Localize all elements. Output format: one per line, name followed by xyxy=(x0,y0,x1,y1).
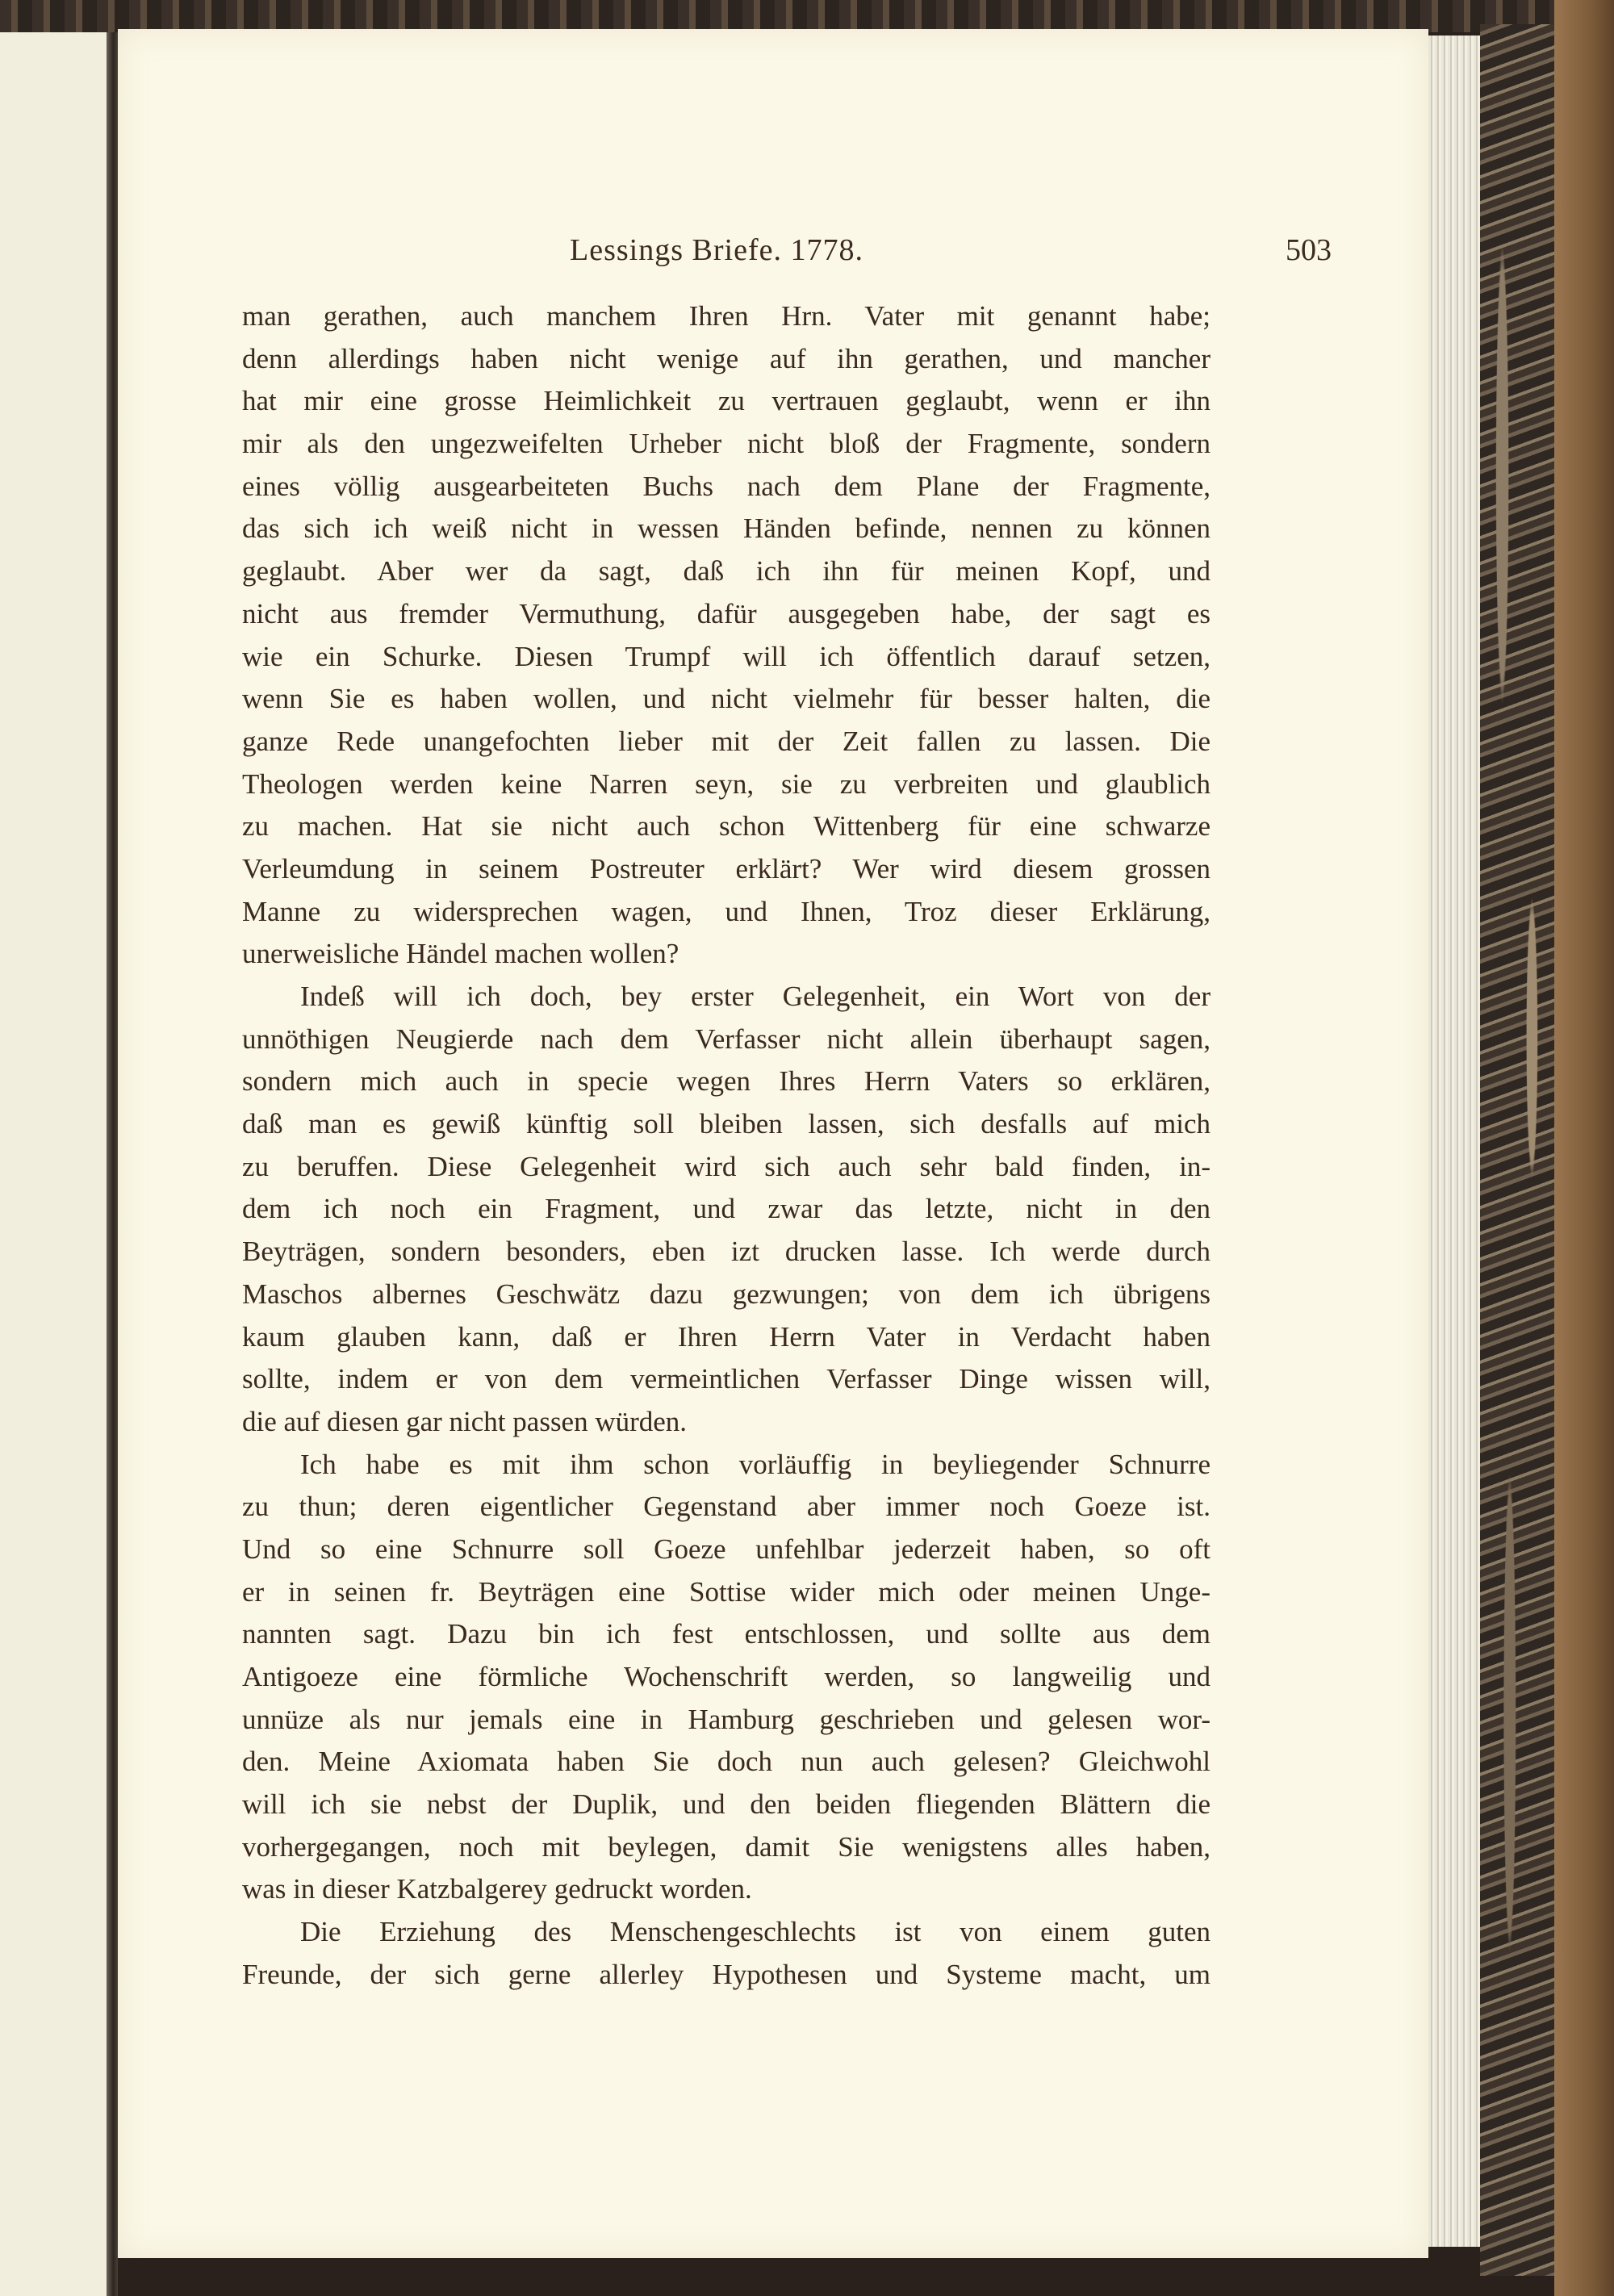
text-line: zu thun; deren eigentlicher Gegenstand aber immer noch Goeze ist. xyxy=(242,1491,1210,1523)
paragraph xyxy=(242,976,1210,1444)
book-cover xyxy=(1554,0,1614,2296)
text-line: unnöthigen Neugierde nach dem Verfasser nicht allein überhaupt sagen, xyxy=(242,1023,1210,1055)
paragraph xyxy=(242,1444,1210,1912)
text-line: zu beruffen. Diese Gelegenheit wird sich auch sehr bald finden, in- xyxy=(242,1150,1210,1182)
text-line: wie ein Schurke. Diesen Trumpf will ich öffentlich darauf setzen, xyxy=(242,640,1210,672)
text-line: geglaubt. Aber wer da sagt, daß ich ihn für meinen Kopf, und xyxy=(242,555,1210,588)
text-line: Und so eine Schnurre soll Goeze unfehlbar jederzeit haben, so oft xyxy=(242,1533,1210,1565)
running-title: Lessings Briefe. 1778. xyxy=(570,233,863,267)
text-line: dem ich noch ein Fragment, und zwar das letzte, nicht in den xyxy=(242,1193,1210,1225)
text-line: Maschos albernes Geschwätz dazu gezwungen; von dem ich übrigens xyxy=(242,1278,1210,1310)
text-line: hat mir eine grosse Heimlichkeit zu vertrauen geglaubt, wenn er ihn xyxy=(242,385,1210,417)
text-line: Manne zu widersprechen wagen, und Ihnen, Troz dieser Erklärung, xyxy=(242,895,1210,927)
text-line: Antigoeze eine förmliche Wochenschrift werden, so langweilig und xyxy=(242,1661,1210,1692)
text-line: das sich ich weiß nicht in wessen Händen befinde, nennen zu können xyxy=(242,512,1210,545)
text-line: was in dieser Katzbalgerey gedruckt worden. xyxy=(242,1873,752,1905)
text-line: nannten sagt. Dazu bin ich fest entschlossen, und sollte aus dem xyxy=(242,1618,1210,1650)
text-line: Verleumdung in seinem Postreuter erklärt? Wer wird diesem grossen xyxy=(242,852,1210,885)
text-line: Ich habe es mit ihm schon vorläuffig in beyliegender Schnurre xyxy=(300,1448,1210,1480)
page-edges xyxy=(1428,36,1480,2247)
text-line: Theologen werden keine Narren seyn, sie zu verbreiten und glaublich xyxy=(242,767,1210,800)
text-line: man gerathen, auch manchem Ihren Hrn. Vater mit genannt habe; xyxy=(242,300,1210,332)
text-line: sondern mich auch in specie wegen Ihres Herrn Vaters so erklären, xyxy=(242,1065,1210,1098)
paragraph xyxy=(242,1911,1210,1996)
marbled-cover-edge xyxy=(1480,24,1554,2276)
text-line: Die Erziehung des Menschengeschlechts ist von einem guten xyxy=(300,1916,1210,1948)
text-line: Beyträgen, sondern besonders, eben izt drucken lasse. Ich werde durch xyxy=(242,1236,1210,1268)
text-line: vorhergegangen, noch mit beylegen, damit Sie wenigstens alles haben, xyxy=(242,1830,1210,1863)
text-line: wenn Sie es haben wollen, und nicht vielmehr für besser halten, die xyxy=(242,683,1210,715)
text-line: er in seinen fr. Beyträgen eine Sottise wider mich oder meinen Unge- xyxy=(242,1575,1210,1608)
text-line: unerweisliche Händel machen wollen? xyxy=(242,938,679,970)
text-line: eines völlig ausgearbeiteten Buchs nach dem Plane der Fragmente, xyxy=(242,470,1210,502)
text-line: zu machen. Hat sie nicht auch schon Wittenberg für eine schwarze xyxy=(242,810,1210,843)
text-line: will ich sie nebst der Duplik, und den beiden fliegenden Blättern die xyxy=(242,1788,1210,1821)
book-top-edge xyxy=(0,0,1614,32)
book-page xyxy=(118,29,1428,2258)
text-line: daß man es gewiß künftig soll bleiben lassen, sich desfalls auf mich xyxy=(242,1108,1210,1140)
left-page-edge xyxy=(0,32,111,2296)
text-line: unnüze als nur jemals eine in Hamburg geschrieben und gelesen wor- xyxy=(242,1703,1210,1735)
text-line: ganze Rede unangefochten lieber mit der Zeit fallen zu lassen. Die xyxy=(242,725,1210,757)
text-line: nicht aus fremder Vermuthung, dafür ausgegeben habe, der sagt es xyxy=(242,597,1210,629)
running-head xyxy=(118,232,1428,273)
paragraph xyxy=(242,295,1210,976)
page-number: 503 xyxy=(1286,233,1332,267)
text-line: mir als den ungezweifelten Urheber nicht bloß der Fragmente, sondern xyxy=(242,428,1210,460)
book-gutter xyxy=(107,32,118,2296)
text-line: die auf diesen gar nicht passen würden. xyxy=(242,1405,688,1437)
text-line: sollte, indem er von dem vermeintlichen Verfasser Dinge wissen will, xyxy=(242,1363,1210,1395)
text-line: den. Meine Axiomata haben Sie doch nun auch gelesen? Gleichwohl xyxy=(242,1746,1210,1778)
text-line: kaum glauben kann, daß er Ihren Herrn Vater in Verdacht haben xyxy=(242,1320,1210,1353)
text-line: Indeß will ich doch, bey erster Gelegenheit, ein Wort von der xyxy=(300,981,1210,1012)
text-line: denn allerdings haben nicht wenige auf ihn gerathen, und mancher xyxy=(242,342,1210,374)
body-text xyxy=(242,295,1210,1997)
text-line: Freunde, der sich gerne allerley Hypothesen und Systeme macht, um xyxy=(242,1958,1210,1990)
